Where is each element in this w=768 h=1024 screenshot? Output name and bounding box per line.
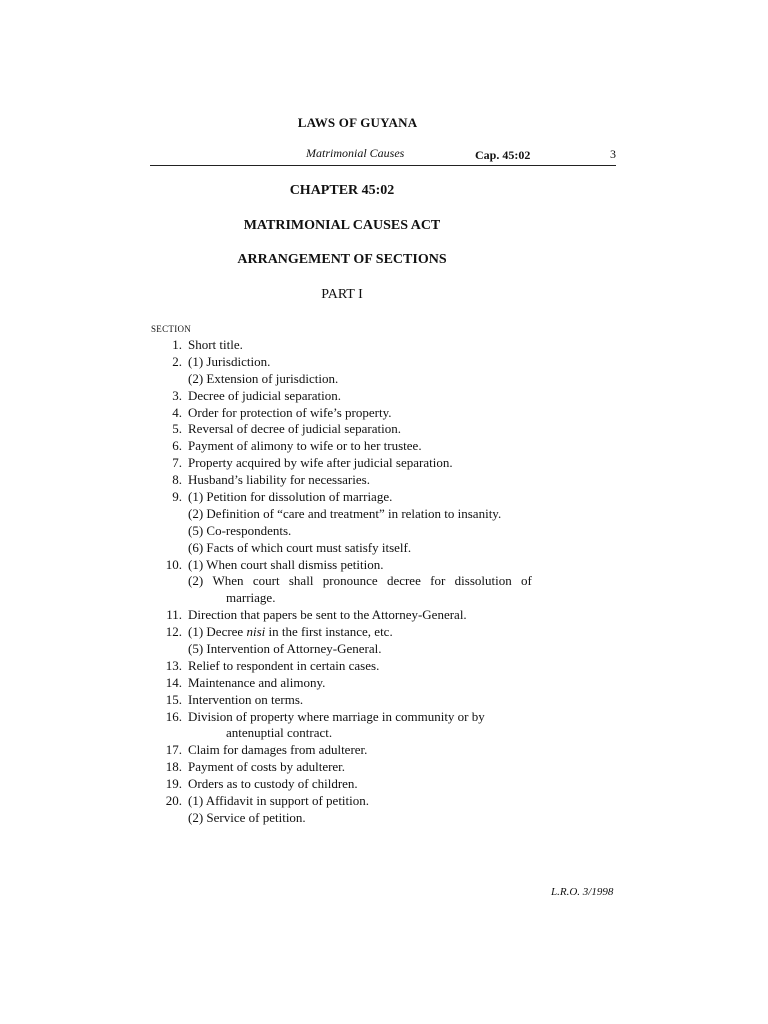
section-title: (2) Definition of “care and treatment” in relation to insanity.: [188, 505, 502, 521]
section-entry: [150, 658, 550, 675]
section-title: Intervention on terms.: [188, 691, 304, 707]
section-entry: [150, 489, 550, 506]
section-number: 12.: [165, 624, 182, 640]
section-entry: [150, 388, 550, 405]
section-title: (1) Jurisdiction.: [188, 353, 271, 369]
section-entry: [150, 405, 550, 422]
section-title: Husband’s liability for necessaries.: [188, 472, 370, 488]
section-title: Payment of alimony to wife or to her trustee.: [188, 438, 422, 454]
part-heading: PART I: [321, 287, 363, 302]
section-title: Property acquired by wife after judicial separation.: [188, 455, 453, 471]
section-entry: [150, 421, 550, 438]
section-number: 14.: [165, 674, 182, 690]
section-number: 19.: [165, 776, 182, 792]
footer-revision: L.R.O. 3/1998: [551, 886, 614, 898]
section-entry: [150, 692, 550, 709]
section-entry: [150, 793, 550, 810]
section-title: Direction that papers be sent to the Attorney-General.: [188, 607, 467, 623]
section-entry: [150, 523, 550, 540]
section-entry: [150, 742, 550, 759]
section-entry: [150, 675, 550, 692]
section-entry: [150, 759, 550, 776]
section-title: (1) Affidavit in support of petition.: [188, 793, 370, 809]
section-number: 20.: [165, 793, 182, 809]
section-title: (2) Extension of jurisdiction.: [188, 370, 339, 386]
section-title: (6) Facts of which court must satisfy itself.: [188, 539, 412, 555]
section-entry: [150, 573, 550, 590]
section-entry: [150, 540, 550, 557]
arrangement-heading: ARRANGEMENT OF SECTIONS: [237, 252, 447, 267]
section-entry: [150, 438, 550, 455]
section-number: 9.: [172, 489, 182, 505]
section-title: (1) When court shall dismiss petition.: [188, 556, 384, 572]
section-entry: [150, 709, 550, 726]
section-title: Decree of judicial separation.: [188, 387, 342, 403]
section-entry: [150, 810, 550, 827]
section-title: (1) Decree nisi in the first instance, etc.: [188, 624, 393, 640]
section-title: (2) Service of petition.: [188, 809, 306, 825]
section-number: 6.: [172, 438, 182, 454]
law-title: LAWS OF GUYANA: [297, 115, 418, 130]
page-number: 3: [610, 147, 616, 161]
header-subject: Matrimonial Causes: [306, 146, 405, 160]
section-entry: [150, 624, 550, 641]
section-number: 2.: [172, 353, 182, 369]
section-title: Relief to respondent in certain cases.: [188, 657, 380, 673]
section-title: (1) Petition for dissolution of marriage.: [188, 489, 393, 505]
section-number: 7.: [172, 455, 182, 471]
section-number: 8.: [172, 472, 182, 488]
section-entry: [150, 337, 550, 354]
section-number: 5.: [172, 421, 182, 437]
section-number: 15.: [165, 691, 182, 707]
section-entry: [150, 557, 550, 574]
section-number: 10.: [165, 556, 182, 572]
section-number: 18.: [165, 759, 182, 775]
section-number: 1.: [172, 337, 182, 352]
section-entry: [150, 590, 550, 607]
section-title: Maintenance and alimony.: [188, 674, 326, 690]
section-number: 17.: [165, 742, 182, 758]
section-title: marriage.: [226, 590, 276, 606]
section-number: 4.: [172, 404, 182, 420]
section-entry: [150, 472, 550, 489]
section-title: Short title.: [188, 337, 243, 352]
section-title: Reversal of decree of judicial separation.: [188, 421, 401, 437]
header-cap-number: Cap. 45:02: [475, 148, 531, 162]
section-title: Order for protection of wife’s property.: [188, 404, 392, 420]
section-title: (2) When court shall pronounce decree for dissolution of: [188, 573, 532, 589]
running-header: [150, 147, 616, 166]
section-entry: [150, 455, 550, 472]
section-number: 3.: [172, 387, 182, 403]
act-title: MATRIMONIAL CAUSES ACT: [243, 218, 441, 233]
chapter-heading: CHAPTER 45:02: [289, 183, 395, 198]
section-entry: [150, 641, 550, 658]
section-title: Division of property where marriage in community or by: [188, 708, 485, 724]
section-entry: [150, 354, 550, 371]
section-title: (5) Co-respondents.: [188, 522, 292, 538]
section-number: 11.: [166, 607, 182, 623]
section-title: Payment of costs by adulterer.: [188, 759, 346, 775]
sections-list: [150, 337, 550, 827]
section-entry: [150, 371, 550, 388]
section-entry: [150, 506, 550, 523]
section-title: Claim for damages from adulterer.: [188, 742, 368, 758]
section-title: antenuptial contract.: [226, 725, 333, 741]
section-title: (5) Intervention of Attorney-General.: [188, 641, 382, 657]
section-entry: [150, 776, 550, 793]
section-title: Orders as to custody of children.: [188, 776, 358, 792]
section-entry: [150, 607, 550, 624]
section-column-label: SECTION: [151, 324, 192, 334]
section-number: 13.: [165, 657, 182, 673]
section-entry: [150, 725, 550, 742]
section-number: 16.: [165, 708, 182, 724]
